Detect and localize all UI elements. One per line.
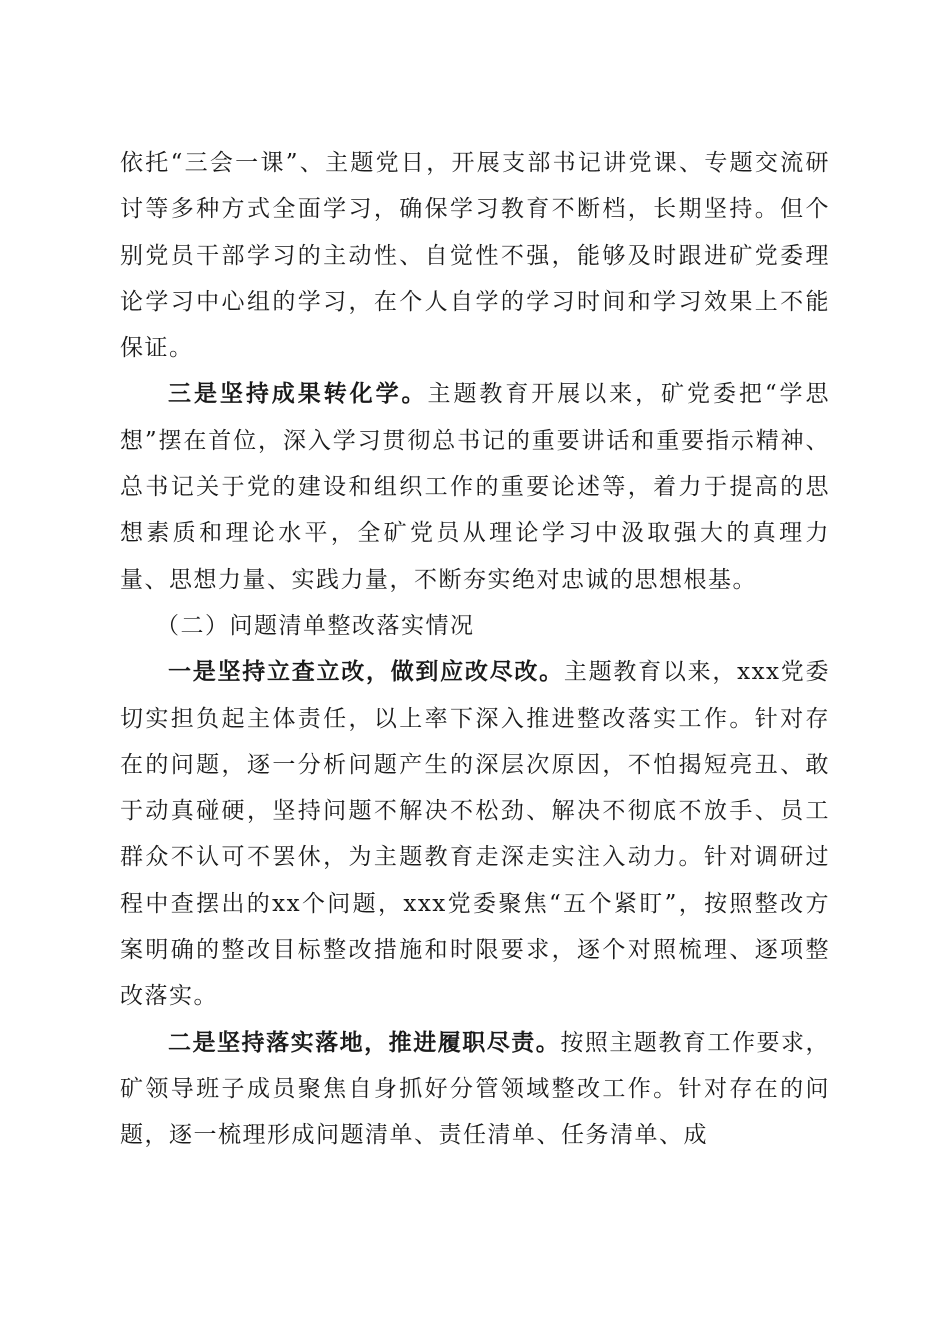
paragraph-study-methods [120,140,830,371]
paragraph-text: 主题教育以来，xxx党委切实担负起主体责任，以上率下深入推进整改落实工作。针对存在的问题，逐一分析问题产生的深层次原因，不怕揭短亮丑、敢于动真碰硬，坚持问题不解决不松劲、解决不彻底不放手、员工群众不认可不罢休，为主题教育走深走实注入动力。针对调研过程中查摆出的xx个问题，xxx党委聚焦“五个紧盯”，按照整改方案明确的整改目标整改措施和时限要求，逐个对照梳理、逐项整改落实。 [120,659,830,1010]
section-heading-problem-list [120,603,830,649]
paragraph-implement-duties [120,1020,830,1159]
paragraph-achievement-transformation [120,371,830,602]
paragraph-lead: 二是坚持落实落地，推进履职尽责。 [168,1028,561,1056]
paragraph-lead: 一是坚持立查立改，做到应改尽改。 [168,658,564,686]
paragraph-text: 主题教育开展以来，矿党委把“学思想”摆在首位，深入学习贯彻总书记的重要讲话和重要指示精神、总书记关于党的建设和组织工作的重要论述等，着力于提高的思想素质和理论水平，全矿党员从理论学习中汲取强大的真理力量、思想力量、实践力量，不断夯实绝对忠诚的思想根基。 [120,381,830,593]
document-body [120,140,830,1159]
paragraph-text: 按照主题教育工作要求，矿领导班子成员聚焦自身抓好分管领域整改工作。针对存在的问题，逐一梳理形成问题清单、责任清单、任务清单、成 [120,1029,831,1149]
section-heading-text: （二）问题清单整改落实情况 [156,612,475,639]
paragraph-text: 依托“三会一课”、主题党日，开展支部书记讲党课、专题交流研讨等多种方式全面学习，确保学习教育不断档，长期坚持。但个别党员干部学习的主动性、自觉性不强，能够及时跟进矿党委理论学习中心组的学习，在个人自学的学习时间和学习效果上不能保证。 [120,150,830,362]
paragraph-lead: 三是坚持成果转化学。 [168,380,428,408]
paragraph-rectify-immediately [120,649,830,1019]
